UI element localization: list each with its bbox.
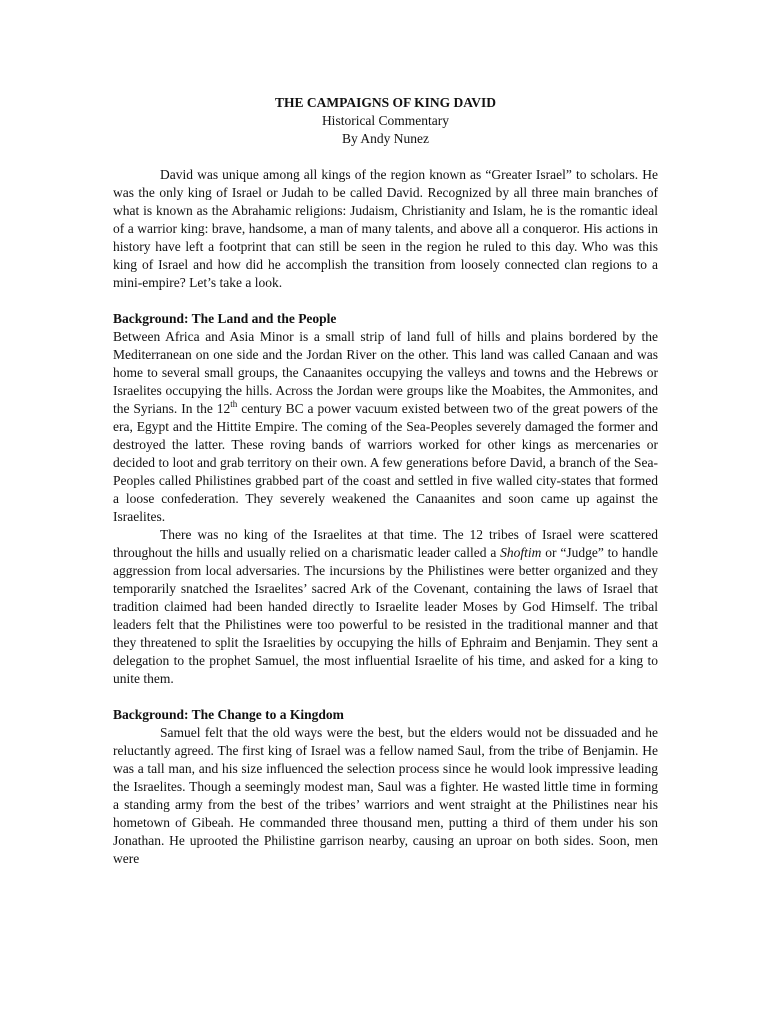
document-author: By Andy Nunez xyxy=(342,131,429,146)
section1-p1-text-a: Between Africa and Asia Minor is a small strip of land full of hills and plains bordered by the Mediterranean on one side and the Jordan River on the other. This land was called Canaan and was home to several small groups, the Canaanites occupying the valleys and towns and the Hebrews or Israelites occupying the hills. Across the Jordan were groups like the Moabites, the Ammonites, and the Syrians. In the 12 xyxy=(113,329,658,416)
section1-p2-text-b: or “Judge” to handle aggression from local adversaries. The incursions by the Philistines were better organized and they temporarily snatched the Israelites’ sacred Ark of the Covenant, containing the laws of Israel that tradition claimed had been handed directly to Israelite leader Moses by God Himself. The tribal leaders felt that the Philistines were too powerful to be resisted in the traditional manner and that they threatened to split the Israelities by occupying the hills of Ephraim and Benjamin. They sent a delegation to the prophet Samuel, the most influential Israelite of his time, and asked for a king to unite them. xyxy=(113,545,658,686)
section1-p1-superscript: th xyxy=(230,398,238,409)
section1-p2-italic-term: Shoftim xyxy=(500,545,542,560)
title-block xyxy=(113,94,658,148)
document-title: THE CAMPAIGNS OF KING DAVID xyxy=(274,95,497,110)
section-heading-land-and-people: Background: The Land and the People xyxy=(113,311,337,326)
document-subtitle: Historical Commentary xyxy=(321,113,450,128)
section1-paragraph-2 xyxy=(113,526,658,688)
section-heading-change-to-kingdom: Background: The Change to a Kingdom xyxy=(113,707,344,722)
intro-paragraph: David was unique among all kings of the region known as “Greater Israel” to scholars. He was the only king of Israel or Judah to be called David. Recognized by all three main branches of what is known as the Abrahamic religions: Judaism, Christianity and Islam, he is the romantic ideal of a warrior king: brave, handsome, a man of many talents, and above all a conqueror. His actions in history have left a footprint that can still be seen in the region he ruled to this day. Who was this king of Israel and how did he accomplish the transition from loosely connected clan regions to a mini-empire? Let’s take a look. xyxy=(113,167,658,290)
section1-p1-text-b: century BC a power vacuum existed between two of the great powers of the era, Egypt and the Hittite Empire. The coming of the Sea-Peoples severely damaged the former and destroyed the latter. These roving bands of warriors worked for other kings as mercenaries or decided to loot and grab territory on their own. A few generations before David, a branch of the Sea-Peoples called Philistines grabbed part of the coast and settled in five walled city-states that formed a loose confederation. They severely weakened the Canaanites and soon came up against the Israelites. xyxy=(113,401,658,524)
section1-paragraph-1 xyxy=(113,328,658,526)
section1-p2-text-a: There was no king of the Israelites at that time. The 12 tribes of Israel were scattered throughout the hills and usually relied on a charismatic leader called a xyxy=(113,527,658,560)
section2-paragraph-1: Samuel felt that the old ways were the best, but the elders would not be dissuaded and he reluctantly agreed. The first king of Israel was a fellow named Saul, from the tribe of Benjamin. He was a tall man, and his size influenced the selection process since he would look impressive leading the Israelites. Though a seemingly modest man, Saul was a fighter. He wasted little time in forming a standing army from the best of the tribes’ warriors and went straight at the Philistines near his hometown of Gibeah. He commanded three thousand men, putting a third of them under his son Jonathan. He uprooted the Philistine garrison nearby, causing an uproar on both sides. Soon, men were xyxy=(113,725,658,866)
